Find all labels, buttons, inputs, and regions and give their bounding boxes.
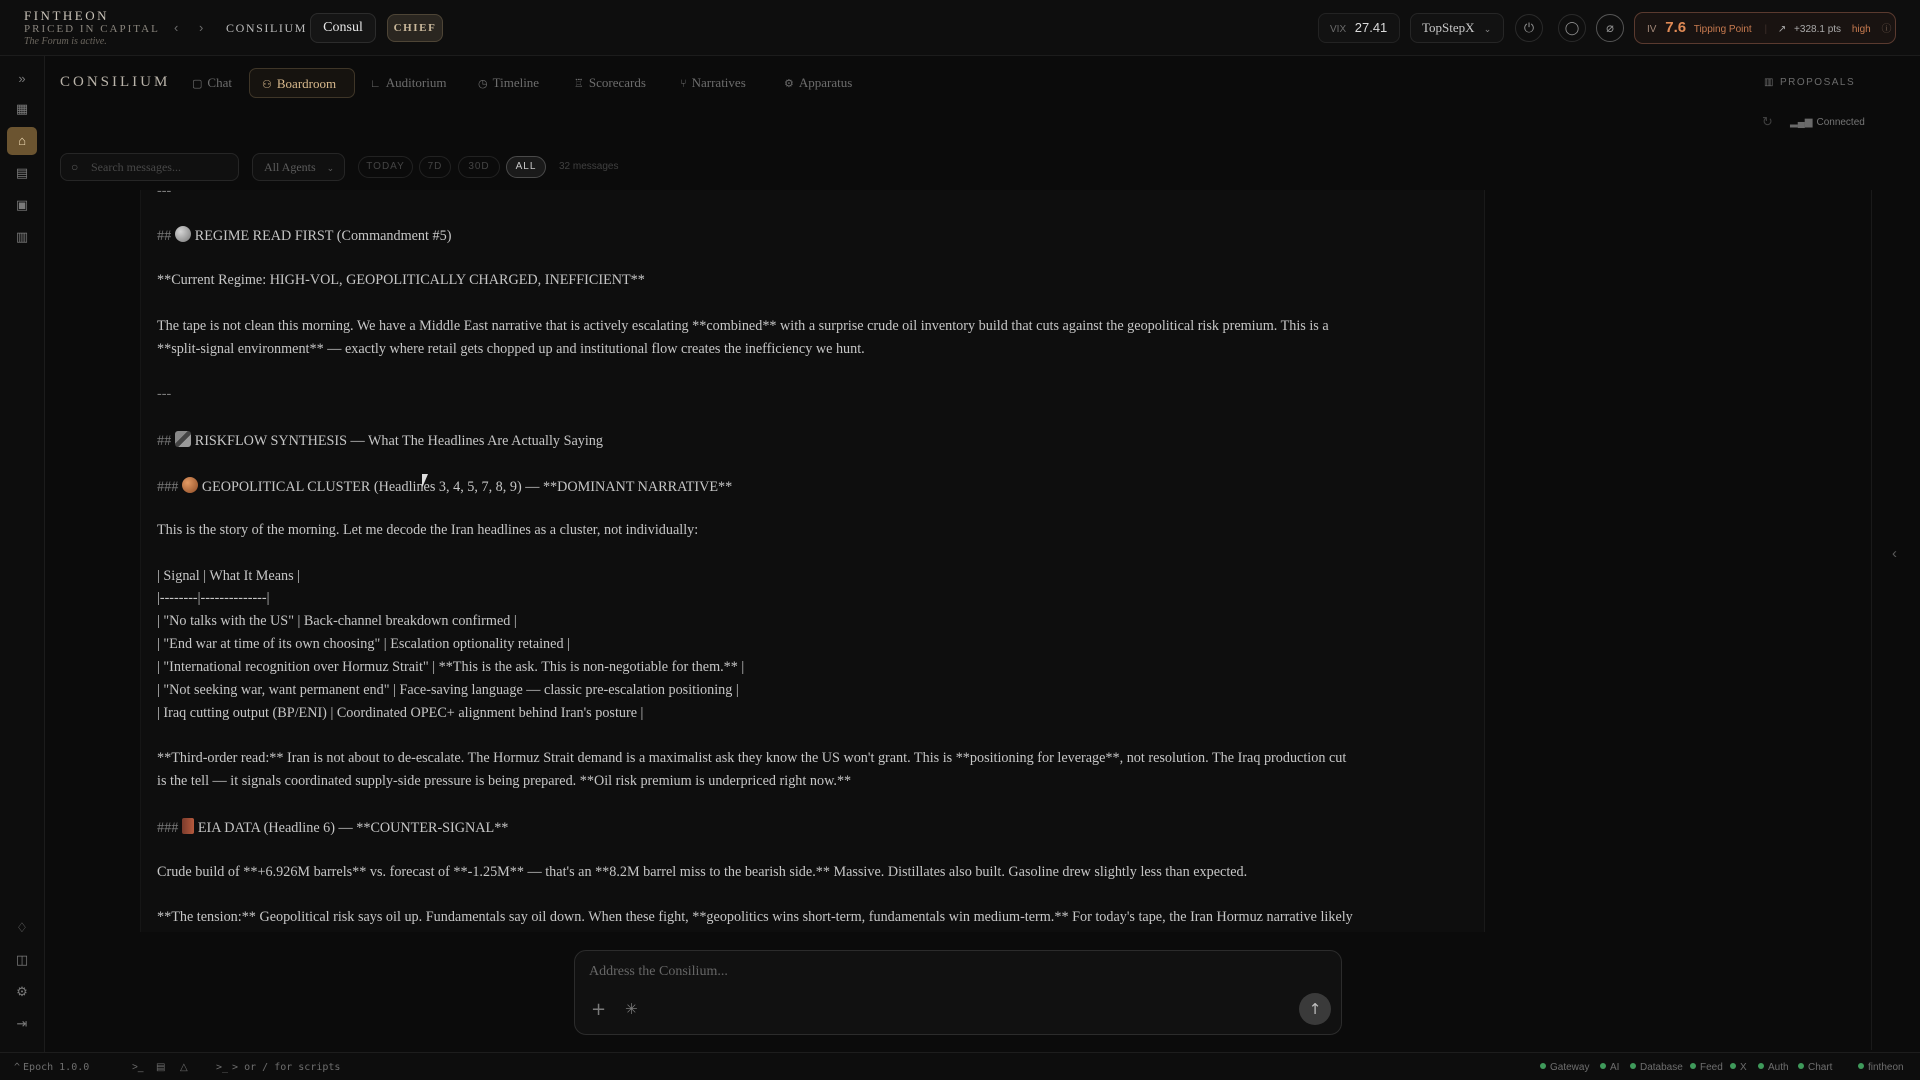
search-icon: ○ <box>71 160 79 174</box>
status-gateway: Gateway <box>1540 1062 1589 1073</box>
table-row: | Iraq cutting output (BP/ENI) | Coordinated OPEC+ alignment behind Iran's posture | <box>157 705 644 721</box>
back-arrow-icon[interactable]: ‹ <box>174 20 179 35</box>
range-today[interactable]: TODAY <box>358 156 413 178</box>
status-brand: fintheon <box>1858 1062 1904 1073</box>
expand-sidebar-icon[interactable]: » <box>18 71 26 86</box>
vix-label: VIX <box>1330 24 1347 35</box>
table-row: | "End war at time of its own choosing" | Escalation optionality retained | <box>157 636 570 652</box>
message-line: **split-signal environment** — exactly where retail gets chopped up and institutional flow creates the inefficiency we hunt. <box>157 341 865 357</box>
range-7d[interactable]: 7D <box>419 156 451 178</box>
satellite-icon <box>175 431 191 447</box>
divider: | <box>1764 24 1768 35</box>
status-auth: Auth <box>1758 1062 1789 1073</box>
tab-auditorium[interactable]: ∟ Auditorium <box>370 75 447 90</box>
agent-select-label: All Agents <box>264 160 316 174</box>
status-feed: Feed <box>1690 1062 1723 1073</box>
sparkle-icon[interactable]: ✳ <box>625 1000 638 1018</box>
status-database: Database <box>1630 1062 1683 1073</box>
heading-regime: ## REGIME READ FIRST (Commandment #5) <box>157 228 452 244</box>
chief-badge[interactable]: CHIEF <box>387 14 443 42</box>
caret-up-icon: ^ <box>14 1062 21 1073</box>
message-line: **Current Regime: HIGH-VOL, GEOPOLITICALLY CHARGED, INEFFICIENT** <box>157 272 645 288</box>
signal-icon: ▂▄▆ <box>1790 117 1813 128</box>
table-row: | "International recognition over Hormuz Strait" | **This is the ask. This is non-negotiable for them.** | <box>157 659 745 675</box>
pts-level: high <box>1851 24 1871 35</box>
chart-icon: ∟ <box>370 78 381 90</box>
prompt-icon: >_ <box>216 1062 229 1073</box>
logout-icon[interactable]: ⇥ <box>16 1016 28 1031</box>
file-icon[interactable]: ▤ <box>156 1062 166 1073</box>
users-icon: ⚇ <box>262 79 272 91</box>
table-row: | "No talks with the US" | Back-channel breakdown confirmed | <box>157 613 517 629</box>
message-icon[interactable]: ◯ <box>1558 14 1586 42</box>
message-line: The tape is not clean this morning. We have a Middle East narrative that is actively escalating **combined** with a surprise crude oil inventory build that cuts against the geopolitical risk premium. This is a <box>157 318 1329 334</box>
message-panel <box>140 190 1485 932</box>
divider-text: --- <box>157 190 172 199</box>
top-bar <box>0 0 1920 56</box>
iv-state: Tipping Point <box>1693 24 1752 35</box>
right-panel-divider <box>1871 190 1872 1050</box>
consilium-title: CONSILIUM <box>60 74 171 90</box>
proposals-button[interactable]: ▥ PROPOSALS <box>1764 77 1856 88</box>
trend-up-icon: ↗ <box>1777 24 1787 35</box>
status-x: X <box>1730 1062 1747 1073</box>
agent-select[interactable] <box>252 153 345 181</box>
composer[interactable] <box>574 950 1342 1035</box>
trophy-icon: ♖ <box>574 78 584 90</box>
brand-status: The Forum is active. <box>24 36 107 47</box>
chevron-down-icon: ⌄ <box>1483 24 1492 34</box>
clock-icon: ◷ <box>478 78 488 90</box>
forward-arrow-icon[interactable]: › <box>199 20 204 35</box>
mic-off-icon[interactable]: ⌀ <box>1596 14 1624 42</box>
building-icon[interactable]: ⌂ <box>7 127 37 155</box>
vix-indicator <box>1318 13 1400 43</box>
refresh-icon[interactable]: ↻ <box>1762 114 1773 129</box>
epoch-version: ^ Epoch 1.0.0 <box>14 1062 90 1073</box>
branch-icon: ⑂ <box>680 78 687 90</box>
mouse-cursor-icon <box>422 474 434 488</box>
tab-scorecards[interactable]: ♖ Scorecards <box>574 75 646 90</box>
left-sidebar <box>0 56 45 1052</box>
message-line: is the tell — it signals coordinated supply-side pressure is being prepared. **Oil risk premium is underpriced right now.** <box>157 773 852 789</box>
message-line: Crude build of **+6.926M barrels** vs. forecast of **-1.25M** — that's an **8.2M barrel miss to the bearish side.** Massive. Distillates also built. Gasoline drew slightly less than expected. <box>157 864 1248 880</box>
heading-riskflow: ## RISKFLOW SYNTHESIS — What The Headlines Are Actually Saying <box>157 433 603 449</box>
range-30d[interactable]: 30D <box>458 156 500 178</box>
status-chart: Chart <box>1798 1062 1832 1073</box>
power-icon[interactable]: ⏻ <box>1515 14 1543 42</box>
message-line: **Third-order read:** Iran is not about to de-escalate. The Hormuz Strait demand is a maximalist ask they know the US won't grant. This is **positioning for leverage**, not resolution. The Iraq production cut <box>157 750 1347 766</box>
send-button[interactable]: ↑ <box>1299 993 1331 1025</box>
brand-subtitle: PRICED IN CAPITAL <box>24 23 160 35</box>
warning-icon[interactable]: △ <box>180 1062 188 1073</box>
info-icon[interactable]: ⓘ <box>1881 24 1892 35</box>
chevron-left-icon[interactable]: ‹ <box>1892 545 1897 562</box>
orange-circle-icon <box>182 477 198 493</box>
message-line: This is the story of the morning. Let me decode the Iran headlines as a cluster, not individually: <box>157 522 699 538</box>
breadcrumb[interactable]: CONSILIUM <box>226 21 308 35</box>
scripts-hint[interactable]: >_ > or / for scripts <box>216 1062 341 1073</box>
panel-icon: ▥ <box>1764 77 1775 88</box>
globe-icon <box>175 226 191 242</box>
range-all[interactable]: ALL <box>506 156 546 178</box>
table-row: | Signal | What It Means | <box>157 568 301 584</box>
tab-boardroom[interactable]: ⚇ Boardroom <box>249 68 355 98</box>
chat-icon: ▢ <box>192 78 203 90</box>
gear-icon[interactable]: ⚙ <box>16 984 28 999</box>
tab-timeline[interactable]: ◷ Timeline <box>478 75 540 90</box>
heading-geopolitical: ### GEOPOLITICAL CLUSTER (Headlines 3, 4, 5, 7, 8, 9) — **DOMINANT NARRATIVE** <box>157 479 733 495</box>
message-count: 32 messages <box>559 161 619 172</box>
book-icon <box>182 818 194 834</box>
journal-icon[interactable]: ▤ <box>15 165 29 180</box>
broker-select[interactable] <box>1410 13 1504 43</box>
search-input[interactable] <box>60 153 239 181</box>
search-placeholder: Search messages... <box>91 160 181 174</box>
plus-icon[interactable]: + <box>591 999 607 1020</box>
brand-title: FINTHEON <box>24 8 109 23</box>
iv-value: 7.6 <box>1665 19 1687 36</box>
consul-button[interactable]: Consul <box>310 13 376 43</box>
tab-narratives[interactable]: ⑂ Narratives <box>680 75 746 90</box>
broker-label: TopStepX <box>1422 20 1475 35</box>
grid-icon[interactable]: ▦ <box>15 101 29 116</box>
tab-chat[interactable]: ▢ Chat <box>192 75 232 90</box>
message-line: **The tension:** Geopolitical risk says oil up. Fundamentals say oil down. When these fight, **geopolitics wins short-term, fundamentals win medium-term.** For today's tape, the Iran Hormuz narrative likely <box>157 909 1353 925</box>
document-icon[interactable]: ▥ <box>15 229 29 244</box>
book-open-icon[interactable]: ◫ <box>15 952 29 967</box>
divider-text: --- <box>157 386 172 402</box>
bell-icon[interactable]: ♢ <box>16 920 28 935</box>
pts-value: +328.1 pts <box>1794 24 1842 35</box>
connection-status: ▂▄▆ Connected <box>1790 117 1865 128</box>
gear-icon: ⚙ <box>784 78 794 90</box>
brand <box>24 9 160 47</box>
tab-apparatus[interactable]: ⚙ Apparatus <box>784 75 853 90</box>
composer-input[interactable]: Address the Consilium... <box>589 964 728 979</box>
vix-value: 27.41 <box>1354 20 1388 35</box>
iv-label: IV <box>1647 24 1657 35</box>
status-bar <box>0 1052 1920 1080</box>
calendar-icon[interactable]: ▣ <box>15 197 29 212</box>
table-row: | "Not seeking war, want permanent end" | Face-saving language — classic pre-escalation positioning | <box>157 682 739 698</box>
heading-eia: ### EIA DATA (Headline 6) — **COUNTER-SIGNAL** <box>157 820 509 836</box>
terminal-icon[interactable]: >_ <box>132 1062 144 1073</box>
table-row: |--------|--------------| <box>157 590 270 606</box>
iv-tipping-indicator[interactable] <box>1634 12 1896 44</box>
chevron-down-icon: ⌄ <box>326 163 335 173</box>
status-ai: AI <box>1600 1062 1619 1073</box>
